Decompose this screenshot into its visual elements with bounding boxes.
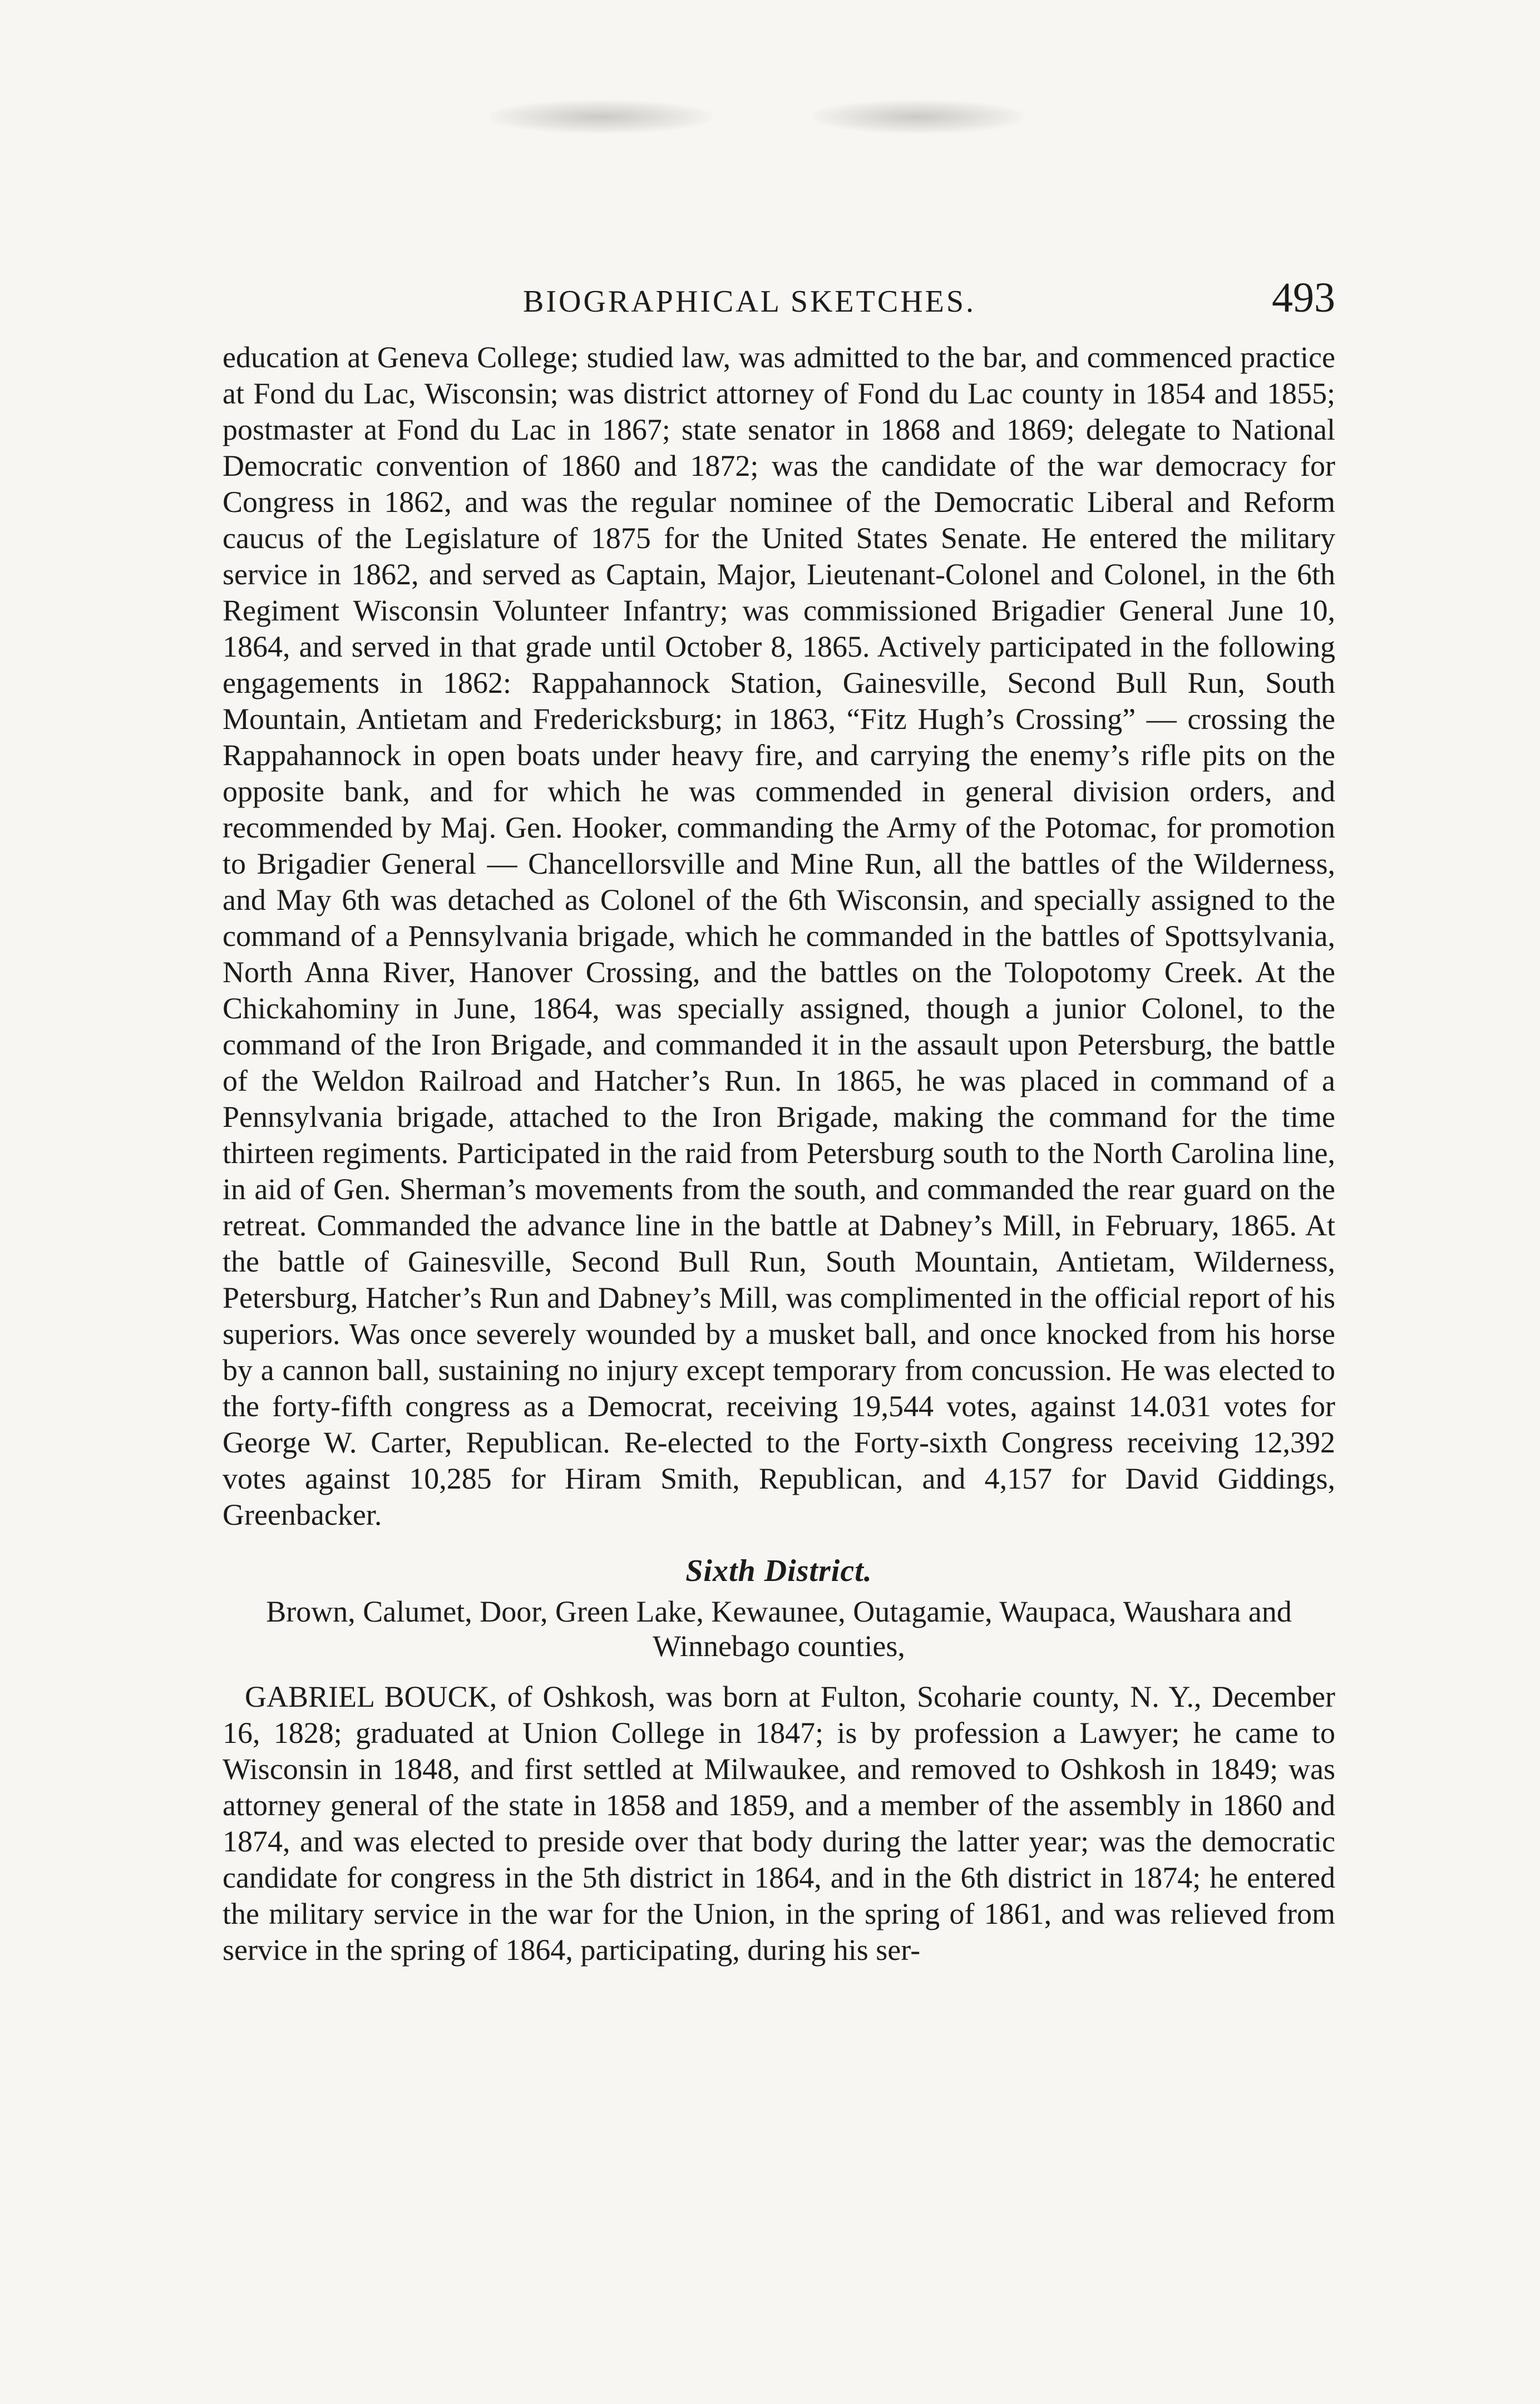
page-number: 493 [1272, 274, 1335, 321]
page-header [223, 267, 1335, 339]
book-page [223, 267, 1335, 1968]
running-head: BIOGRAPHICAL SKETCHES. [523, 284, 976, 319]
district-counties: Brown, Calumet, Door, Green Lake, Kewaunee, Outagamie, Waupaca, Waushara and Winnebago counties, [266, 1595, 1292, 1663]
ink-smudge-right [812, 100, 1024, 134]
district-heading: Sixth District. [685, 1554, 872, 1588]
continued-biography-paragraph: education at Geneva College; studied law, was admitted to the bar, and commenced practice at Fond du Lac, Wisconsin; was district attorney of Fond du Lac county in 1854 and 1855; postmaster at Fond du Lac in 1867; state senator in 1868 and 1869; delegate to National Democratic convention of 1860 and 1872; was the candidate of the war democracy for Congress in 1862, and was the regular nominee of the Democratic Liberal and Reform caucus of the Legislature of 1875 for the United States Senate. He entered the military service in 1862, and served as Captain, Major, Lieutenant-Colonel and Colonel, in the 6th Regiment Wisconsin Volunteer Infantry; was commissioned Brigadier General June 10, 1864, and served in that grade until October 8, 1865. Actively participated in the following engagements in 1862: Rappahannock Station, Gainesville, Second Bull Run, South Mountain, Antietam and Fredericksburg; in 1863, “Fitz Hugh’s Crossing” — crossing the Rappahannock in open boats under heavy fire, and carrying the enemy’s rifle pits on the opposite bank, and for which he was commended in general division orders, and recommended by Maj. Gen. Hooker, commanding the Army of the Potomac, for promotion to Brigadier General — Chancellorsville and Mine Run, all the battles of the Wilderness, and May 6th was detached as Colonel of the 6th Wisconsin, and specially assigned to the command of a Pennsylvania brigade, which he commanded in the battles of Spottsylvania, North Anna River, Hanover Crossing, and the battles on the Tolopotomy Creek. At the Chickahominy in June, 1864, was specially assigned, though a junior Colonel, to the command of the Iron Brigade, and commanded it in the assault upon Petersburg, the battle of the Weldon Railroad and Hatcher’s Run. In 1865, he was placed in command of a Pennsylvania brigade, attached to the Iron Brigade, making the command for the time thirteen regiments. Participated in the raid from Petersburg south to the North Carolina line, in aid of Gen. Sherman’s movements from the south, and commanded the rear guard on the retreat. Commanded the advance line in the battle at Dabney’s Mill, in February, 1865. At the battle of Gainesville, Second Bull Run, South Mountain, Antietam, Wilderness, Petersburg, Hatcher’s Run and Dabney’s Mill, was complimented in the official report of his superiors. Was once severely wounded by a musket ball, and once knocked from his horse by a cannon ball, sustaining no injury except temporary from concussion. He was elected to the forty-fifth congress as a Democrat, receiving 19,544 votes, against 14.031 votes for George W. Carter, Republican. Re-elected to the Forty-sixth Congress receiving 12,392 votes against 10,285 for Hiram Smith, Republican, and 4,157 for David Giddings, Greenbacker. [223, 341, 1335, 1531]
biography-paragraph-bouck: GABRIEL BOUCK, of Oshkosh, was born at Fulton, Scoharie county, N. Y., December 16, 1828; graduated at Union College in 1847; is by profession a Lawyer; he came to Wisconsin in 1848, and first settled at Milwaukee, and removed to Oshkosh in 1849; was attorney general of the state in 1858 and 1859, and a member of the assembly in 1860 and 1874, and was elected to preside over that body during the latter year; was the democratic candidate for congress in the 5th district in 1864, and in the 6th district in 1874; he entered the military service in the war for the Union, in the spring of 1861, and was relieved from service in the spring of 1864, participating, during his ser- [223, 1680, 1335, 1967]
ink-smudge-left [490, 100, 712, 134]
